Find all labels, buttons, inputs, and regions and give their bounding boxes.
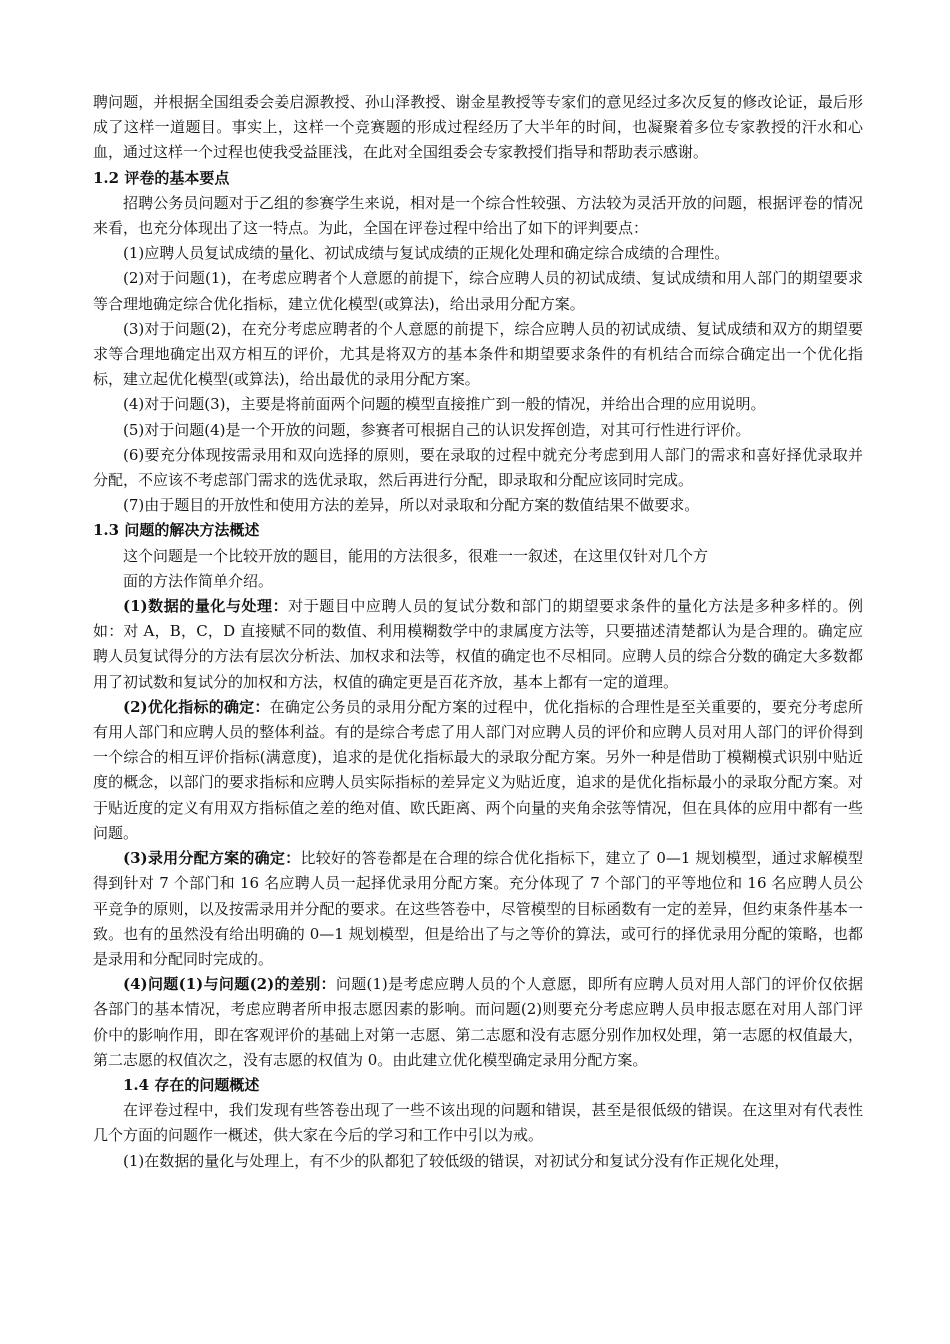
body-paragraph: 在评卷过程中，我们发现有些答卷出现了一些不该出现的问题和错误，甚至是很低级的错误。在这里对有代表性几个方面的问题作一概述，供大家在今后的学习和工作中引以为戒。 xyxy=(93,1101,863,1145)
paragraph-text: 问题(1)是考虑应聘人员的个人意愿，即所有应聘人员对用人部门的评价仅依据各部门的基本情况，考虑应聘者所申报志愿因素的影响。而问题(2)则要充分考虑应聘人员申报志愿在对用人部门评价中的影响作用，即在客观评价的基础上对第一志愿、第二志愿和没有志愿分别作加权处理，第一志愿的权值最大，第二志愿的权值次之，没有志愿的权值为 0。由此建立优化模型确定录用分配方案。 xyxy=(93,975,863,1069)
paragraph-text: 对于题目中应聘人员的复试分数和部门的期望要求条件的量化方法是多种多样的。例如：对 A，B，C，D 直接赋不同的数值、利用模糊数学中的隶属度方法等，只要描述清楚都认为是合理的。确定应聘人员复试得分的方法有层次分析法、加权求和法等，权值的确定也不尽相同。应聘人员的综合分数的确定大多数都用了初试数和复试分的加权和方法，权值的确定更是百花齐放，基本上都有一定的道理。 xyxy=(93,597,863,691)
paragraph-lead-in: (4)问题(1)与问题(2)的差别： xyxy=(123,975,336,994)
document-page xyxy=(93,90,863,1174)
paragraph-lead-in: (1)数据的量化与处理： xyxy=(123,597,289,616)
body-paragraph: (5)对于问题(4)是一个开放的问题，参赛者可根据自己的认识发挥创造，对其可行性进行评价。 xyxy=(123,420,751,439)
body-paragraph: 招聘公务员问题对于乙组的参赛学生来说，相对是一个综合性较强、方法较为灵活开放的问题，根据评卷的情况来看，也充分体现出了这一特点。为此，全国在评卷过程中给出了如下的评判要点： xyxy=(93,193,863,238)
section-heading: 1.4 存在的问题概述 xyxy=(123,1075,260,1094)
paragraph-lead-in: (2)优化指标的确定： xyxy=(123,697,270,716)
body-paragraph xyxy=(93,594,863,695)
body-paragraph: (2)对于问题(1)，在考虑应聘者个人意愿的前提下，综合应聘人员的初试成绩、复试成绩和用人部门的期望要求等合理地确定综合优化指标，建立优化模型(或算法)，给出录用分配方案。 xyxy=(93,269,863,313)
body-paragraph: 聘问题，并根据全国组委会姜启源教授、孙山泽教授、谢金星教授等专家们的意见经过多次反复的修改论证，最后形成了这样一道题目。事实上，这样一个竞赛题的形成过程经历了大半年的时间，也凝聚着多位专家教授的汗水和心血，通过这样一个过程也使我受益匪浅，在此对全国组委会专家教授们指导和帮助表示感谢。 xyxy=(93,93,863,162)
paragraph-text: 比较好的答卷都是在合理的综合优化指标下，建立了 0—1 规划模型，通过求解模型得到针对 7 个部门和 16 名应聘人员一起择优录用分配方案。充分体现了 7 个部门的平等地位和 16 名应聘人员公平竞争的原则，以及按需录用并分配的要求。在这些答卷中，尽管模型的目标函数有一定的差异，但约束条件基本一致。也有的虽然没有给出明确的 0—1 规划模型，但是给出了与之等价的算法，或可行的择优录用分配的策略，也都是录用和分配同时完成的。 xyxy=(93,849,863,968)
body-paragraph: (1)在数据的量化与处理上，有不少的队都犯了较低级的错误，对初试分和复试分没有作正规化处理， xyxy=(123,1151,790,1170)
body-paragraph xyxy=(93,972,863,1073)
body-paragraph: (4)对于问题(3)，主要是将前面两个问题的模型直接推广到一般的情况，并给出合理的应用说明。 xyxy=(123,395,766,414)
section-heading: 1.2 评卷的基本要点 xyxy=(93,168,230,187)
body-paragraph: (7)由于题目的开放性和使用方法的差异，所以对录取和分配方案的数值结果不做要求。 xyxy=(123,496,700,515)
paragraph-text: 在确定公务员的录用分配方案的过程中，优化指标的合理性是至关重要的，要充分考虑所有用人部门和应聘人员的整体利益。有的是综合考虑了用人部门对应聘人员的评价和应聘人员对用人部门的评价得到一个综合的相互评价指标(满意度)，追求的是优化指标最大的录取分配方案。另外一种是借助丁模糊模式识别中贴近度的概念，以部门的要求指标和应聘人员实际指标的差异定义为贴近度，追求的是优化指标最小的录取分配方案。对于贴近度的定义有用双方指标值之差的绝对值、欧氏距离、两个向量的夹角余弦等情况，但在具体的应用中都有一些问题。 xyxy=(93,697,863,842)
body-paragraph: 这个问题是一个比较开放的题目，能用的方法很多，很难一一叙述，在这里仅针对几个方 xyxy=(123,546,709,565)
body-paragraph: (1)应聘人员复试成绩的量化、初试成绩与复试成绩的正规化处理和确定综合成绩的合理性。 xyxy=(123,244,730,263)
body-paragraph xyxy=(93,695,863,846)
body-paragraph: 面的方法作简单介绍。 xyxy=(123,571,274,590)
section-heading: 1.3 问题的解决方法概述 xyxy=(93,521,260,540)
body-paragraph: (3)对于问题(2)，在充分考虑应聘者的个人意愿的前提下，综合应聘人员的初试成绩、复试成绩和双方的期望要求等合理地确定出双方相互的评价，尤其是将双方的基本条件和期望要求条件的有机结合而综合确定出一个优化指标，建立起优化模型(或算法)，给出最优的录用分配方案。 xyxy=(93,319,863,389)
body-paragraph: (6)要充分体现按需录用和双向选择的原则，要在录取的过程中就充分考虑到用人部门的需求和喜好择优录取并分配，不应该不考虑部门需求的选优录取，然后再进行分配，即录取和分配应该同时完成。 xyxy=(93,445,863,490)
body-paragraph xyxy=(93,846,863,972)
paragraph-lead-in: (3)录用分配方案的确定： xyxy=(123,849,301,868)
